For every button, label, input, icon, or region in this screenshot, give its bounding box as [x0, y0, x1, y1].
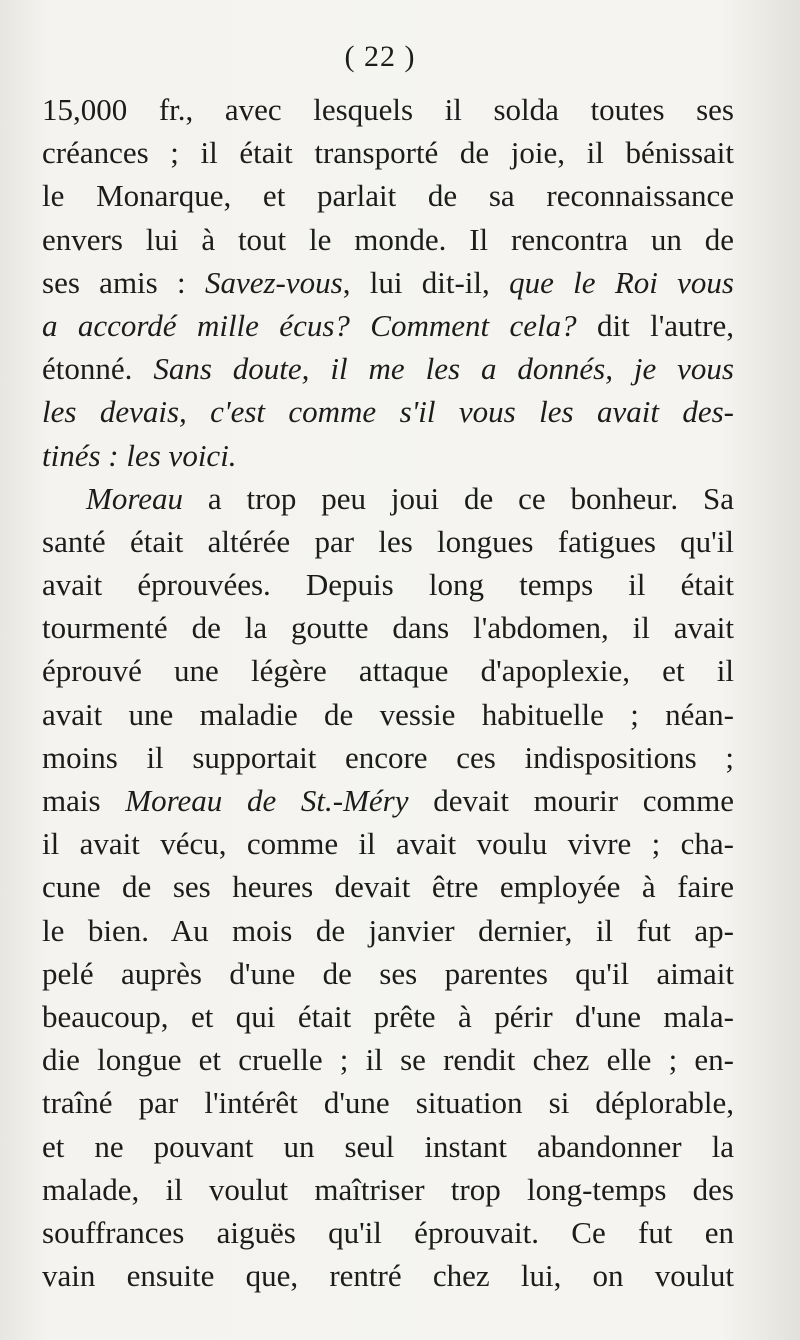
- text-segment: étonné.: [42, 351, 154, 387]
- text-segment: cune de ses heures devait être employée à faire: [42, 869, 734, 905]
- text-line: [42, 1254, 734, 1297]
- text-line: [42, 218, 734, 261]
- text-segment: malade, il voulut maîtriser trop long-temps des: [42, 1171, 734, 1207]
- text-line: [42, 909, 734, 952]
- text-segment: créances ; il était transporté de joie, il bénissait: [42, 135, 734, 171]
- text-segment: le Monarque, et parlait de sa reconnaissance: [42, 178, 734, 214]
- italic-text: Moreau: [86, 480, 183, 516]
- italic-text: Moreau de St.-Méry: [125, 783, 409, 818]
- text-segment: envers lui à tout le monde. Il rencontra un de: [42, 221, 734, 257]
- text-line: [42, 477, 734, 520]
- text-line: [42, 174, 734, 217]
- text-line: [42, 693, 734, 736]
- text-segment: tourmenté de la goutte dans l'abdomen, il avait: [42, 610, 734, 646]
- italic-text: les devais, c'est comme s'il vous les avait des-: [42, 394, 734, 430]
- text-line: [42, 606, 734, 649]
- italic-text: Sans doute, il me les a donnés, je vous: [153, 351, 734, 387]
- text-line: [42, 347, 734, 390]
- text-segment: 15,000 fr., avec lesquels il solda toutes ses: [42, 92, 734, 127]
- italic-text: a accordé mille écus? Comment cela?: [42, 307, 577, 343]
- text-segment: , lui dit-il,: [342, 264, 510, 300]
- text-line: [42, 1125, 734, 1168]
- text-line: [42, 520, 734, 563]
- text-segment: vain ensuite que, rentré chez lui, on voulut: [42, 1258, 734, 1294]
- text-segment: souffrances aiguës qu'il éprouvait. Ce fut en: [42, 1214, 734, 1250]
- text-line: [42, 649, 734, 692]
- italic-text: que le Roi vous: [509, 264, 734, 300]
- body-text: [42, 88, 734, 1297]
- text-segment: beaucoup, et qui était prête à périr d'une mala-: [42, 998, 734, 1034]
- text-segment: le bien. Au mois de janvier dernier, il fut ap-: [42, 912, 734, 948]
- text-line: [42, 563, 734, 606]
- text-line: [42, 779, 734, 822]
- italic-text: tinés : les voici.: [42, 437, 237, 473]
- text-line: [42, 304, 734, 347]
- text-segment: traîné par l'intérêt d'une situation si déplorable,: [42, 1085, 734, 1121]
- text-segment: santé était altérée par les longues fatigues qu'il: [42, 523, 734, 559]
- text-line: [42, 390, 734, 433]
- text-line: [42, 131, 734, 174]
- text-line: [42, 1168, 734, 1211]
- text-line: [42, 1038, 734, 1081]
- text-segment: avait éprouvées. Depuis long temps il était: [42, 567, 734, 603]
- italic-text: Savez-vous: [204, 264, 343, 300]
- text-segment: moins il supportait encore ces indispositions ;: [42, 739, 734, 775]
- text-segment: éprouvé une légère attaque d'apoplexie, et il: [42, 653, 734, 689]
- text-segment: a trop peu joui de ce bonheur. Sa: [183, 480, 734, 516]
- text-segment: mais: [42, 783, 126, 818]
- text-segment: devait mourir comme: [408, 783, 734, 818]
- text-line: [42, 736, 734, 779]
- text-line: [42, 434, 734, 477]
- text-segment: il avait vécu, comme il avait voulu vivre ; cha-: [42, 826, 734, 862]
- text-segment: avait une maladie de vessie habituelle ; néan-: [42, 696, 734, 732]
- text-line: [42, 822, 734, 865]
- text-segment: et ne pouvant un seul instant abandonner la: [42, 1128, 734, 1164]
- page-number: ( 22 ): [344, 40, 416, 73]
- text-segment: pelé auprès d'une de ses parentes qu'il aimait: [42, 955, 734, 991]
- text-line: [42, 88, 734, 131]
- text-line: [42, 1211, 734, 1254]
- text-line: [42, 261, 734, 304]
- text-line: [42, 995, 734, 1038]
- text-segment: dit l'autre,: [576, 307, 734, 343]
- text-line: [42, 1081, 734, 1124]
- text-segment: die longue et cruelle ; il se rendit chez elle ; en-: [42, 1042, 734, 1078]
- text-line: [42, 865, 734, 908]
- text-segment: ses amis :: [42, 264, 205, 300]
- text-line: [42, 952, 734, 995]
